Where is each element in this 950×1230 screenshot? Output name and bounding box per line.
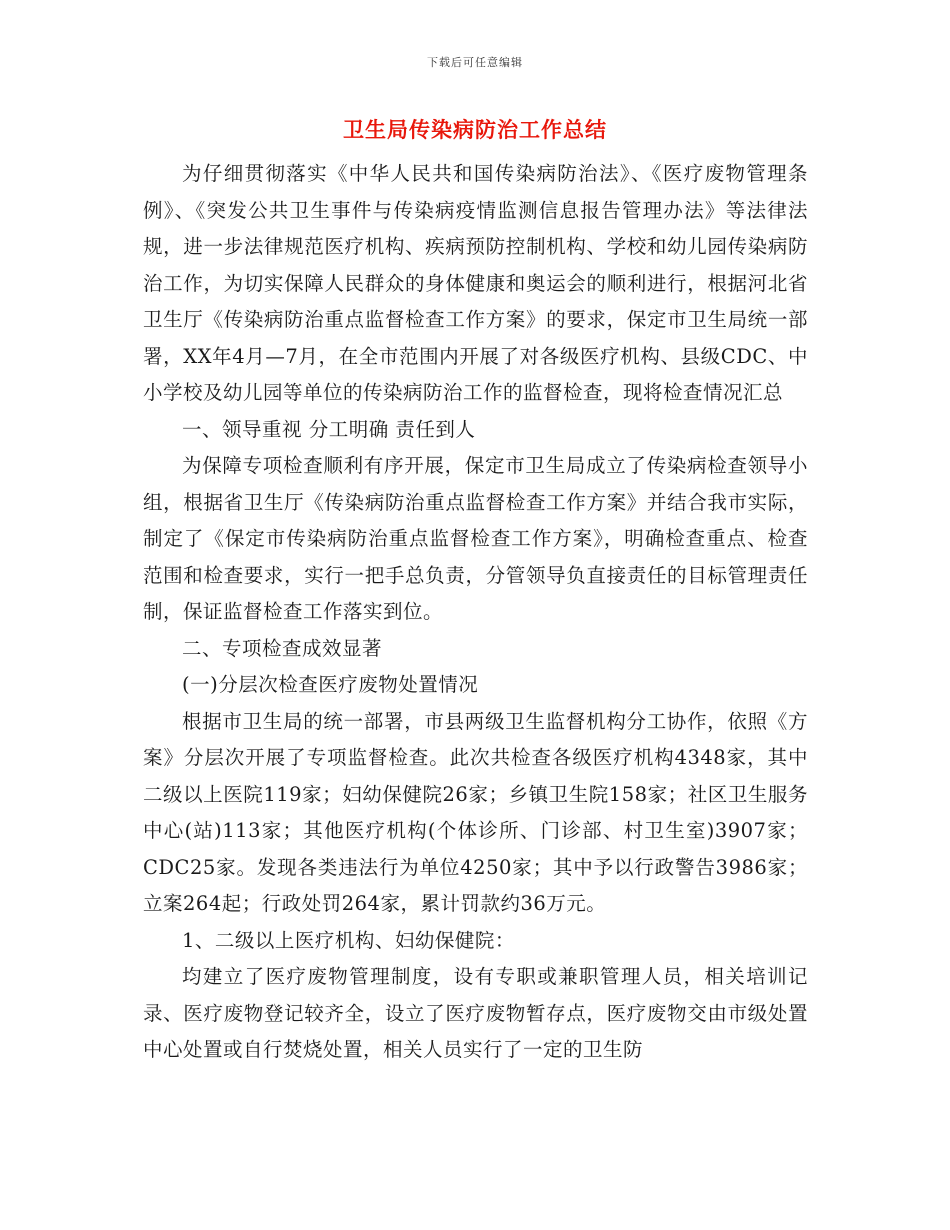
page-header-note: 下载后可任意编辑 [427, 56, 523, 69]
document-body [143, 156, 808, 1069]
document-title: 卫生局传染病防治工作总结 [343, 117, 607, 142]
paragraph-intro: 为仔细贯彻落实《中华人民共和国传染病防治法》、《医疗废物管理条例》、《突发公共卫生事件与传染病疫情监测信息报告管理办法》等法律法规，进一步法律规范医疗机构、疾病预防控制机构、学校和幼儿园传染病防治工作，为切实保障人民群众的身体健康和奥运会的顺利进行，根据河北省卫生厅《传染病防治重点监督检查工作方案》的要求，保定市卫生局统一部署，XX年4月—7月，在全市范围内开展了对各级医疗机构、县级CDC、中小学校及幼儿园等单位的传染病防治工作的监督检查，现将检查情况汇总 [143, 162, 808, 404]
paragraph-inspection-stats: 根据市卫生局的统一部署，市县两级卫生监督机构分工协作，依照《方案》分层次开展了专项监督检查。此次共检查各级医疗机构4348家，其中二级以上医院119家；妇幼保健院26家；乡镇卫生院158家；社区卫生服务中心(站)113家；其他医疗机构(个体诊所、门诊部、村卫生室)3907家；CDC25家。发现各类违法行为单位4250家；其中予以行政警告3986家；立案264起；行政处罚264家，累计罚款约36万元。 [143, 709, 808, 915]
section-heading-leadership: 一、领导重视 分工明确 责任到人 [182, 417, 476, 441]
item-heading-hospitals: 1、二级以上医疗机构、妇幼保健院： [182, 928, 515, 952]
section-heading-results: 二、专项检查成效显著 [182, 636, 383, 660]
paragraph-hospitals: 均建立了医疗废物管理制度，设有专职或兼职管理人员，相关培训记录、医疗废物登记较齐全，设立了医疗废物暂存点，医疗废物交由市级处置中心处置或自行焚烧处置，相关人员实行了一定的卫生防 [143, 965, 808, 1061]
subsection-heading-medical-waste: (一)分层次检查医疗废物处置情况 [182, 673, 479, 696]
paragraph-leadership: 为保障专项检查顺利有序开展，保定市卫生局成立了传染病检查领导小组，根据省卫生厅《传染病防治重点监督检查工作方案》并结合我市实际，制定了《保定市传染病防治重点监督检查工作方案》，明确检查重点、检查范围和检查要求，实行一把手总负责，分管领导负直接责任的目标管理责任制，保证监督检查工作落实到位。 [143, 454, 808, 623]
